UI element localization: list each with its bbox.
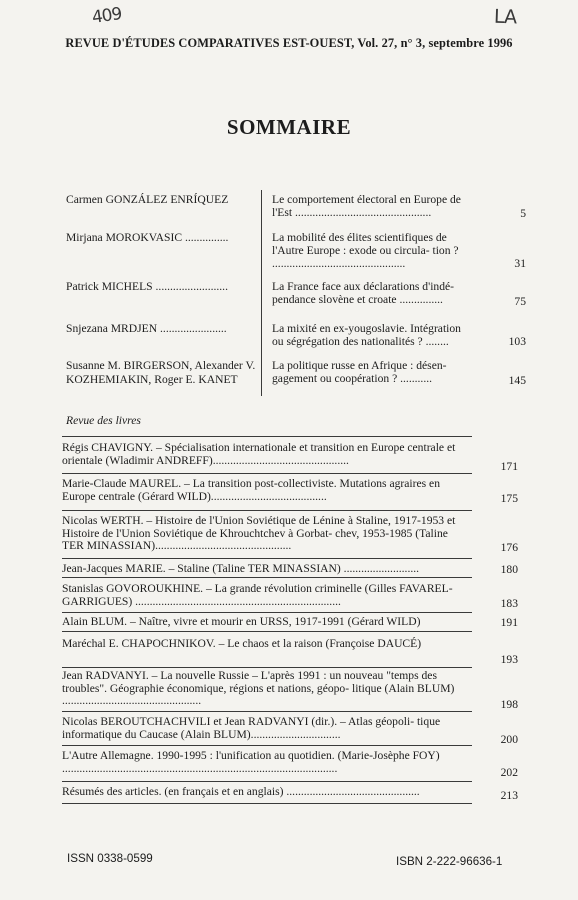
divider [62, 436, 472, 437]
review-page: 202 [500, 766, 518, 779]
isbn-number: ISBN 2-222-96636-1 [396, 855, 503, 868]
divider [62, 473, 472, 474]
review-page: 175 [500, 492, 518, 505]
review-entry: Maréchal E. CHAPOCHNIKOV. – Le chaos et la raison (Françoise DAUCÉ) [62, 637, 422, 650]
divider [62, 631, 472, 632]
article-author: Susanne M. BIRGERSON, Alexander V. KOZHEMIAKIN, Roger E. KANET [66, 359, 256, 386]
review-entry: Alain BLUM. – Naître, vivre et mourir en URSS, 1917-1991 (Gérard WILD) [62, 615, 421, 628]
review-entry: Marie-Claude MAUREL. – La transition post-collectiviste. Mutations agraires en Europe centrale (Gérard WILD)........................................ [62, 477, 440, 503]
review-entry: Jean-Jacques MARIE. – Staline (Taline TER MINASSIAN) .......................... [62, 562, 420, 575]
article-author: Snjezana MRDJEN ....................... [66, 322, 227, 335]
article-page: 5 [520, 207, 526, 220]
review-entry: Jean RADVANYI. – La nouvelle Russie – L'après 1991 : un nouveau "temps des troubles". Géographie économique, régions et nations, géopo- litique (Alain BLUM) ................................................ [62, 669, 455, 707]
divider [62, 558, 472, 559]
divider [62, 577, 472, 578]
article-page: 75 [514, 295, 526, 308]
reviews-heading: Revue des livres [66, 414, 141, 427]
article-title: La politique russe en Afrique : désen- gagement ou coopération ? ........... [272, 359, 447, 385]
divider [62, 803, 472, 804]
divider [62, 745, 472, 746]
page-title: SOMMAIRE [226, 115, 352, 139]
review-page: 200 [500, 733, 518, 746]
review-page: 193 [500, 653, 518, 666]
review-entry: L'Autre Allemagne. 1990-1995 : l'unification au quotidien. (Marie-Josèphe FOY) ............................................................................................... [62, 749, 440, 775]
review-page: 176 [500, 541, 518, 554]
review-page: 213 [500, 789, 518, 802]
column-divider [261, 190, 262, 396]
review-page: 180 [500, 563, 518, 576]
review-page: 183 [500, 597, 518, 610]
review-page: 191 [500, 616, 518, 629]
review-page: 171 [500, 460, 518, 473]
review-page: 198 [500, 698, 518, 711]
article-title: La France face aux déclarations d'indé- pendance slovène et croate ............... [272, 280, 455, 306]
article-title: Le comportement électoral en Europe de l'Est ............................................... [272, 193, 461, 219]
review-entry: Régis CHAVIGNY. – Spécialisation internationale et transition en Europe centrale et orientale (Wladimir ANDREFF)............................................... [62, 441, 456, 467]
article-author: Patrick MICHELS ......................... [66, 280, 228, 293]
review-entry: Nicolas WERTH. – Histoire de l'Union Soviétique de Lénine à Staline, 1917-1953 et Histoire de l'Union Soviétique de Khrouchtchev à Gorbat- chev, 1953-1985 (Taline TER MINASSIAN)............................................... [62, 514, 456, 552]
divider [62, 510, 472, 511]
handwritten-initials: LA [493, 5, 517, 29]
article-page: 31 [514, 257, 526, 270]
review-entry: Résumés des articles. (en français et en anglais) .............................................. [62, 785, 420, 798]
article-page: 103 [508, 335, 526, 348]
journal-header: REVUE D'ÉTUDES COMPARATIVES EST-OUEST, Vol. 27, n° 3, septembre 1996 [65, 36, 513, 50]
article-author: Mirjana MOROKVASIC ............... [66, 231, 229, 244]
divider [62, 612, 472, 613]
review-entry: Nicolas BEROUTCHACHVILI et Jean RADVANYI (dir.). – Atlas géopoli- tique informatique du Caucase (Alain BLUM)............................... [62, 715, 441, 741]
article-author: Carmen GONZÁLEZ ENRÍQUEZ [66, 193, 229, 206]
divider [62, 781, 472, 782]
article-title: La mobilité des élites scientifiques de l'Autre Europe : exode ou circula- tion ? .............................................. [272, 231, 459, 270]
issn-number: ISSN 0338-0599 [67, 852, 153, 865]
review-entry: Stanislas GOVOROUKHINE. – La grande révolution criminelle (Gilles FAVAREL-GARRIGUES) ....................................................................... [62, 582, 453, 608]
divider [62, 711, 472, 712]
divider [62, 667, 472, 668]
article-page: 145 [508, 374, 526, 387]
article-title: La mixité en ex-yougoslavie. Intégration ou ségrégation des nationalités ? ........ [272, 322, 461, 348]
handwritten-number: 409 [90, 4, 123, 28]
